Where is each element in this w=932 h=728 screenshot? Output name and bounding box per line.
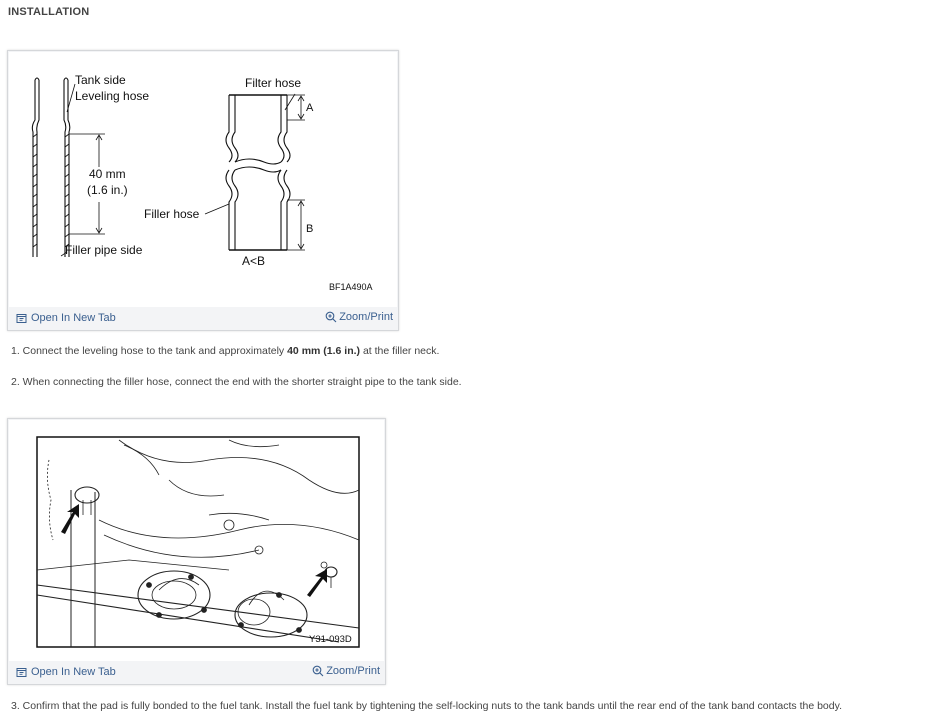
step-3: 3. Confirm that the pad is fully bonded to the fuel tank. Install the fuel tank by tightening the self-locking nuts to the tank bands until the rear end of the tank band contacts the body. xyxy=(11,700,842,712)
zoom-print-label: Zoom/Print xyxy=(339,311,393,323)
step-1-text: 1. Connect the leveling hose to the tank and approximately xyxy=(11,345,288,357)
open-tab-icon xyxy=(16,313,27,324)
open-in-new-tab-link-2[interactable] xyxy=(16,666,116,678)
pipe-outer-left xyxy=(32,80,35,257)
label-tank-side: Tank side xyxy=(75,73,126,87)
step-1-text-end: at the filler neck. xyxy=(360,345,440,357)
label-filler-pipe-side: Filler pipe side xyxy=(65,243,143,257)
label-filter-hose: Filter hose xyxy=(245,76,302,90)
fuel-tank-image[interactable] xyxy=(9,420,384,661)
figure-hose-diagram xyxy=(7,50,399,331)
zoom-icon xyxy=(325,311,337,323)
label-dimension-mm: 40 mm xyxy=(89,167,126,181)
fuel-tank-svg xyxy=(9,420,384,661)
open-tab-icon xyxy=(16,667,27,678)
label-dimension-in: (1.6 in.) xyxy=(87,183,128,197)
open-in-new-tab-label: Open In New Tab xyxy=(31,666,116,678)
label-figure-code: BF1A490A xyxy=(329,282,373,292)
zoom-icon xyxy=(312,665,324,677)
label-marker-b: B xyxy=(306,223,314,235)
step-1-dimension: 40 mm (1.6 in.) xyxy=(287,345,361,357)
hose-diagram-svg xyxy=(9,52,397,307)
label-leveling-hose: Leveling hose xyxy=(75,89,150,103)
hose-diagram-image[interactable] xyxy=(9,52,397,307)
figure-toolbar xyxy=(8,308,398,330)
open-in-new-tab-link[interactable] xyxy=(16,312,116,324)
zoom-print-link-2[interactable] xyxy=(312,665,380,677)
step-2: 2. When connecting the filler hose, connect the end with the shorter straight pipe to the tank side. xyxy=(11,376,462,388)
zoom-print-label: Zoom/Print xyxy=(326,665,380,677)
figure-fuel-tank-photo xyxy=(7,418,386,685)
section-heading: INSTALLATION xyxy=(8,6,90,18)
open-in-new-tab-label: Open In New Tab xyxy=(31,312,116,324)
label-marker-a: A xyxy=(306,102,314,114)
label-relation: A<B xyxy=(242,254,266,268)
figure2-toolbar xyxy=(8,662,385,684)
step-1 xyxy=(11,345,439,357)
zoom-print-link[interactable] xyxy=(325,311,393,323)
label-filler-hose: Filler hose xyxy=(144,207,200,221)
label-figure2-code: Y31-093D xyxy=(309,634,352,645)
